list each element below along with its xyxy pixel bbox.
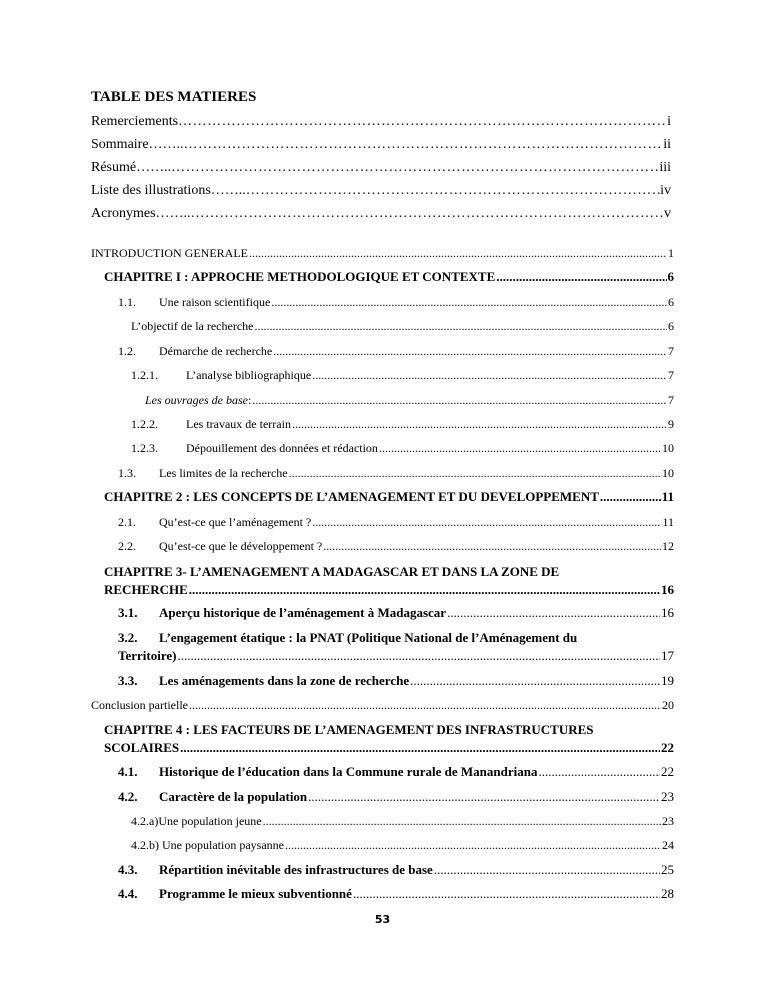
toc-entry-4-4[interactable] <box>118 886 674 902</box>
toc-entry-suffix: : <box>247 393 252 407</box>
front-entry-acronymes[interactable] <box>91 206 671 229</box>
dot-leader <box>189 698 661 713</box>
toc-entry-page: 7 <box>668 393 674 407</box>
dot-leader <box>285 838 661 853</box>
toc-entry-chapter-2[interactable] <box>104 489 674 505</box>
dot-leader <box>353 886 660 902</box>
toc-entry-number: 1.2.3. <box>131 441 158 455</box>
toc-entry-page: 10 <box>662 466 674 480</box>
toc-entry-page: 12 <box>662 539 674 553</box>
dot-leader <box>273 344 667 359</box>
toc-entry-page: 17 <box>661 648 674 663</box>
toc-entry-label: Répartition inévitable des infrastructures de base <box>159 862 433 877</box>
toc-entry-chapter-1[interactable] <box>104 269 674 285</box>
toc-entry-label: CHAPITRE I : APPROCHE METHODOLOGIQUE ET CONTEXTE <box>104 269 496 284</box>
toc-entry-1-2-2[interactable] <box>131 417 674 432</box>
toc-entry-conclusion[interactable] <box>91 698 674 713</box>
dot-leader <box>271 295 667 310</box>
toc-entry-1-2-3[interactable] <box>131 441 674 456</box>
toc-entry-page: 20 <box>662 698 674 712</box>
toc-entry-line2 <box>104 740 674 756</box>
toc-entry-4-2[interactable] <box>118 789 674 805</box>
toc-entry-4-1[interactable] <box>118 764 674 780</box>
toc-entry-page: 22 <box>661 740 674 755</box>
toc-entry-label-line2: Territoire) <box>118 648 177 663</box>
toc-entry-line2 <box>104 582 674 598</box>
toc-entry-ouvrages-de-base[interactable] <box>145 393 674 408</box>
dot-leader <box>177 648 660 664</box>
toc-entry-number: 3.2. <box>118 630 138 645</box>
toc-entry-number: 3.1. <box>118 605 138 620</box>
toc-entry-page: 16 <box>661 582 674 597</box>
toc-entry-objectif[interactable] <box>131 319 674 334</box>
toc-entry-number: 1.2.1. <box>131 368 158 382</box>
toc-entry-4-3[interactable] <box>118 862 674 878</box>
toc-entry-label: Une raison scientifique <box>159 295 271 309</box>
dot-leader <box>312 515 661 530</box>
toc-entry-label-line2: RECHERCHE <box>104 582 188 597</box>
toc-entry-label: Aperçu historique de l’aménagement à Madagascar <box>159 605 447 620</box>
front-entry-label: Résumé…….. <box>91 160 172 175</box>
dot-leader <box>447 605 660 621</box>
toc-entry-1-2[interactable] <box>118 344 674 359</box>
front-matter-list <box>91 114 671 229</box>
toc-entry-number: 4.2. <box>118 789 138 804</box>
toc-entry-page: 1 <box>668 246 674 260</box>
front-entry-page: iii <box>659 160 671 175</box>
toc-entry-label: Dépouillement des données et rédaction <box>186 441 378 455</box>
front-entry-label: Acronymes…….. <box>91 206 191 221</box>
dot-leader <box>434 862 660 878</box>
dot-leader <box>189 582 660 598</box>
toc-entry-label: Les ouvrages de base <box>145 393 248 407</box>
dot-leader <box>410 673 660 689</box>
toc-entry-introduction[interactable] <box>91 246 674 261</box>
toc-entry-number: 2.2. <box>118 539 136 553</box>
toc-entry-number: 3.3. <box>118 673 138 688</box>
dot-leader <box>263 814 661 829</box>
dot-leader <box>184 137 664 153</box>
dot-leader <box>496 269 666 285</box>
toc-entry-page: 16 <box>661 605 674 620</box>
toc-entry-label-line1: L’engagement étatique : la PNAT (Politique National de l’Aménagement du <box>159 630 578 645</box>
toc-entry-page: 11 <box>661 489 674 504</box>
toc-entry-page: 6 <box>668 319 674 333</box>
toc-entry-label: 4.2.a)Une population jeune <box>131 814 262 828</box>
toc-entry-1-1[interactable] <box>118 295 674 310</box>
toc-entry-label-line1: CHAPITRE 3- L’AMENAGEMENT A MADAGASCAR ET DANS LA ZONE DE <box>104 564 560 579</box>
dot-leader <box>323 539 661 554</box>
dot-leader <box>178 114 667 130</box>
front-entry-resume[interactable] <box>91 160 671 183</box>
toc-entry-page: 19 <box>661 673 674 688</box>
dot-leader <box>249 246 667 261</box>
front-entry-remerciements[interactable] <box>91 114 671 137</box>
dot-leader <box>191 206 664 222</box>
dot-leader <box>289 466 661 481</box>
toc-entry-label: 4.2.b) Une population paysanne <box>131 838 284 852</box>
toc-entry-page: 25 <box>661 862 674 877</box>
toc-entry-page: 23 <box>662 814 674 828</box>
front-entry-label: Sommaire…….. <box>91 137 184 152</box>
toc-entry-line1 <box>118 628 674 648</box>
dot-leader <box>180 740 660 756</box>
toc-entry-number: 1.1. <box>118 295 136 309</box>
toc-entry-page: 23 <box>661 789 674 804</box>
toc-entry-page: 10 <box>662 441 674 455</box>
dot-leader <box>171 160 659 176</box>
toc-entry-label: Qu’est-ce que l’aménagement ? <box>159 515 312 529</box>
dot-leader <box>538 764 660 780</box>
toc-title: TABLE DES MATIERES <box>91 89 257 105</box>
toc-entry-page: 6 <box>667 269 674 284</box>
toc-entry-label: CHAPITRE 2 : LES CONCEPTS DE L’AMENAGEMENT ET DU DEVELOPPEMENT <box>104 489 599 504</box>
toc-entry-number: 1.2.2. <box>131 417 158 431</box>
toc-entry-3-2[interactable] <box>118 628 674 664</box>
front-entry-label: Remerciements <box>91 114 179 129</box>
toc-entry-label: L’objectif de la recherche <box>131 319 254 333</box>
toc-entry-label: Caractère de la population <box>159 789 308 804</box>
toc-entry-label-line1: CHAPITRE 4 : LES FACTEURS DE L’AMENAGEMENT DES INFRASTRUCTURES <box>104 722 594 737</box>
toc-entry-2-1[interactable] <box>118 515 674 530</box>
toc-entry-page: 6 <box>668 295 674 309</box>
dot-leader <box>379 441 661 456</box>
toc-entry-label: Les aménagements dans la zone de recherche <box>159 673 410 688</box>
toc-entry-3-3[interactable] <box>118 673 674 689</box>
front-entry-sommaire[interactable] <box>91 137 671 160</box>
toc-entry-2-2[interactable] <box>118 539 674 554</box>
dot-leader <box>292 417 667 432</box>
toc-entry-3-1[interactable] <box>118 605 674 621</box>
toc-entry-page: 22 <box>661 764 674 779</box>
toc-entry-4-2-a[interactable] <box>131 814 674 829</box>
toc-entry-label: Conclusion partielle <box>91 698 188 712</box>
dot-leader <box>308 789 660 805</box>
toc-entry-page: 9 <box>668 417 674 431</box>
toc-entry-page: 24 <box>662 838 674 852</box>
toc-entry-number: 4.1. <box>118 764 138 779</box>
toc-entry-label: L’analyse bibliographique <box>186 368 312 382</box>
page-number: 53 <box>374 913 391 926</box>
toc-entry-number: 4.4. <box>118 886 138 901</box>
toc-entry-page: 7 <box>668 344 674 358</box>
toc-entry-label-line2: SCOLAIRES <box>104 740 180 755</box>
toc-entry-label: Démarche de recherche <box>159 344 273 358</box>
front-entry-page: ii <box>663 137 671 152</box>
toc-entry-number: 2.1. <box>118 515 136 529</box>
dot-leader <box>252 393 667 408</box>
toc-entry-page: 7 <box>668 368 674 382</box>
toc-entry-chapter-3[interactable] <box>104 562 674 598</box>
toc-entry-label: Historique de l’éducation dans la Commune rurale de Manandriana <box>159 764 538 779</box>
toc-entry-label: Programme le mieux subventionné <box>159 886 352 901</box>
dot-leader <box>254 319 667 334</box>
toc-entry-page: 28 <box>661 886 674 901</box>
toc-entry-label: Les limites de la recherche <box>159 466 288 480</box>
dot-leader <box>600 489 661 505</box>
toc-entry-line2 <box>118 648 674 664</box>
toc-entry-number: 4.3. <box>118 862 138 877</box>
front-entry-label: Liste des illustrations…….. <box>91 183 246 198</box>
toc-entry-label: INTRODUCTION GENERALE <box>91 246 248 260</box>
dot-leader <box>246 183 660 199</box>
toc-entry-1-3[interactable] <box>118 466 674 481</box>
toc-entry-number: 1.3. <box>118 466 136 480</box>
toc-entry-4-2-b[interactable] <box>131 838 674 853</box>
toc-entry-number: 1.2. <box>118 344 136 358</box>
front-entry-page: iv <box>660 183 671 198</box>
front-entry-page: i <box>667 114 671 129</box>
dot-leader <box>312 368 667 383</box>
toc-entry-chapter-4[interactable] <box>104 720 674 756</box>
toc-entry-label: Qu’est-ce que le développement ? <box>159 539 323 553</box>
toc-entry-label: Les travaux de terrain <box>186 417 291 431</box>
front-entry-page: v <box>664 206 671 221</box>
front-entry-illustrations[interactable] <box>91 183 671 206</box>
toc-entry-page: 11 <box>662 515 674 529</box>
toc-entry-1-2-1[interactable] <box>131 368 674 383</box>
